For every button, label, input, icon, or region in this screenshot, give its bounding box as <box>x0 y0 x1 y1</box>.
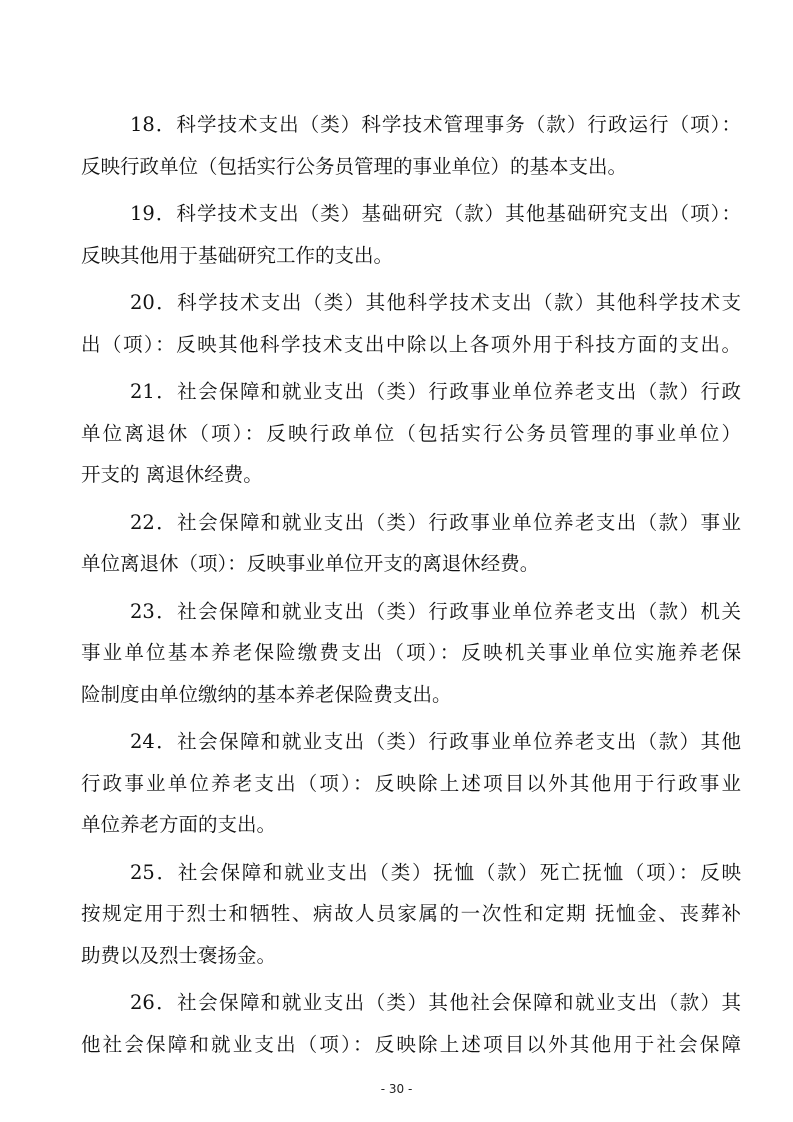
page-number: - 30 - <box>380 1082 413 1096</box>
paragraph-line: 他社会保障和就业支出（项）：反映除上述项目以外其他用于社会保障 <box>81 1032 741 1056</box>
paragraph-item-21 <box>81 371 741 496</box>
paragraph-line: 单位离退休（项）：反映行政单位（包括实行公务员管理的事业单位） <box>81 421 741 445</box>
paragraph-item-26 <box>81 982 741 1065</box>
paragraph-line: 出（项）：反映其他科学技术支出中除以上各项外用于科技方面的支出。 <box>81 332 741 356</box>
document-body <box>81 104 741 1071</box>
paragraph-line: 18．科学技术支出（类）科学技术管理事务（款）行政运行（项）： <box>130 113 741 136</box>
paragraph-item-23 <box>81 591 741 716</box>
paragraph-item-25 <box>81 852 741 977</box>
paragraph-item-18 <box>81 104 741 187</box>
paragraph-line: 反映行政单位（包括实行公务员管理的事业单位）的基本支出。 <box>81 154 628 178</box>
paragraph-line: 行政事业单位养老支出（项）：反映除上述项目以外其他用于行政事业 <box>81 771 741 795</box>
paragraph-item-19 <box>81 193 741 276</box>
paragraph-line: 22．社会保障和就业支出（类）行政事业单位养老支出（款）事业 <box>130 510 741 534</box>
paragraph-line: 开支的 离退休经费。 <box>81 463 263 486</box>
paragraph-line: 25．社会保障和就业支出（类）抚恤（款）死亡抚恤（项）：反映 <box>130 860 741 884</box>
paragraph-line: 23．社会保障和就业支出（类）行政事业单位养老支出（款）机关 <box>130 599 741 623</box>
paragraph-item-24 <box>81 721 741 846</box>
paragraph-line: 24．社会保障和就业支出（类）行政事业单位养老支出（款）其他 <box>130 730 741 753</box>
paragraph-line: 20．科学技术支出（类）其他科学技术支出（款）其他科学技术支 <box>130 291 741 314</box>
paragraph-line: 21．社会保障和就业支出（类）行政事业单位养老支出（款）行政 <box>130 380 741 403</box>
paragraph-line: 助费以及烈士褒扬金。 <box>81 943 277 967</box>
paragraph-line: 单位养老方面的支出。 <box>81 813 277 836</box>
paragraph-line: 反映其他用于基础研究工作的支出。 <box>81 243 394 267</box>
paragraph-line: 19．科学技术支出（类）基础研究（款）其他基础研究支出（项）： <box>130 202 741 225</box>
paragraph-line: 事业单位基本养老保险缴费支出（项）：反映机关事业单位实施养老保 <box>81 641 741 664</box>
paragraph-line: 险制度由单位缴纳的基本养老保险费支出。 <box>81 682 452 706</box>
paragraph-item-22 <box>81 502 741 585</box>
paragraph-item-20 <box>81 282 741 365</box>
paragraph-line: 按规定用于烈士和牺牲、病故人员家属的一次性和定期 抚恤金、丧葬补 <box>81 902 741 925</box>
paragraph-line: 26．社会保障和就业支出（类）其他社会保障和就业支出（款）其 <box>130 991 741 1014</box>
paragraph-line: 单位离退休（项）：反映事业单位开支的离退休经费。 <box>81 552 540 575</box>
